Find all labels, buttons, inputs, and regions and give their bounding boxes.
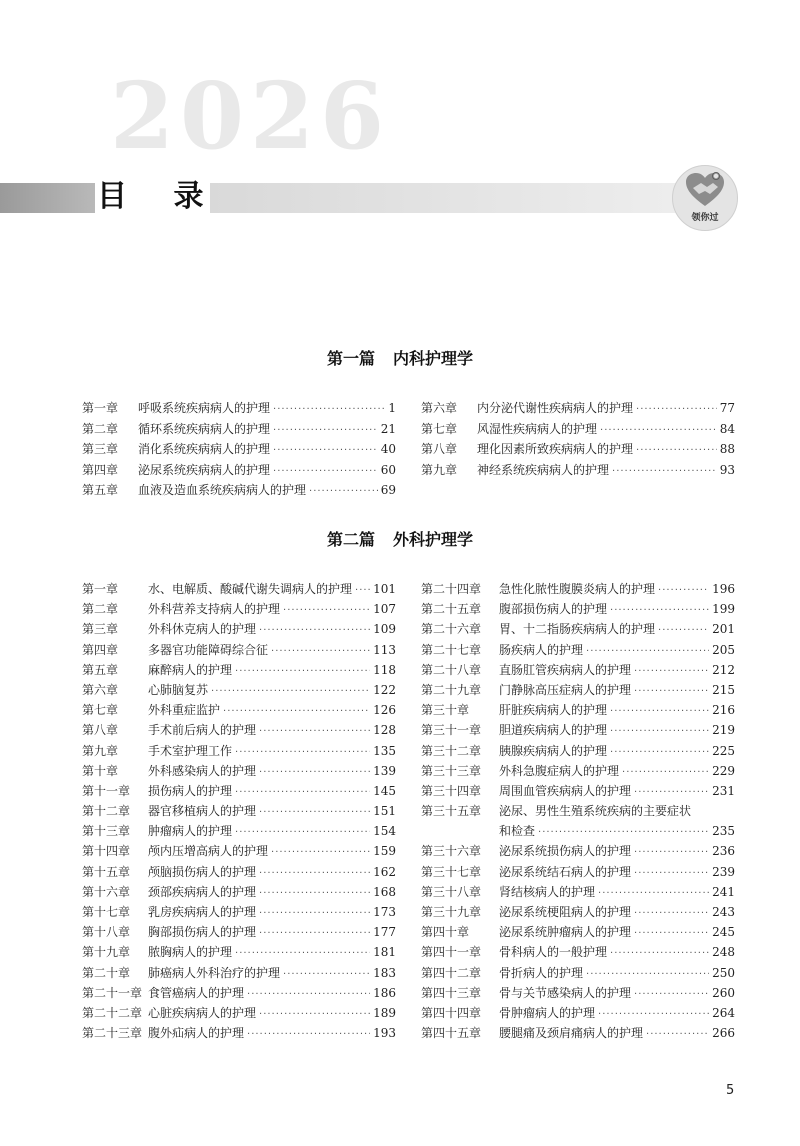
toc-entry[interactable] <box>421 419 735 440</box>
dot-leader <box>259 924 370 944</box>
toc-entry[interactable] <box>421 862 735 882</box>
dot-leader <box>612 462 717 483</box>
page-ref: 186 <box>373 985 396 1000</box>
chapter-title: 水、电解质、酸碱代谢失调病人的护理 <box>148 582 353 596</box>
toc-entry[interactable] <box>82 460 396 481</box>
page-ref: 193 <box>373 1026 396 1041</box>
dot-leader <box>259 621 370 641</box>
page-ref: 159 <box>373 844 396 859</box>
chapter-title: 内分泌代谢性疾病病人的护理 <box>477 401 634 415</box>
chapter-title: 手术前后病人的护理 <box>148 723 257 738</box>
toc-entry[interactable] <box>421 942 735 962</box>
chapter-title: 泌尿系统疾病病人的护理 <box>138 462 271 477</box>
toc-entry[interactable] <box>82 619 396 639</box>
dot-leader <box>586 965 709 985</box>
page-ref: 84 <box>719 421 735 436</box>
page-ref: 250 <box>712 965 735 980</box>
dot-leader <box>273 400 385 421</box>
toc-entry[interactable] <box>421 821 735 841</box>
toc-entry[interactable] <box>82 1003 396 1023</box>
chapter-number: 第八章 <box>82 723 119 738</box>
dot-leader <box>610 743 709 763</box>
chapter-number: 第六章 <box>421 401 458 415</box>
chapter-title: 循环系统疾病病人的护理 <box>138 421 271 436</box>
chapter-number: 第二十一章 <box>82 985 143 1000</box>
page-ref: 264 <box>712 1005 735 1020</box>
chapter-title: 损伤病人的护理 <box>148 783 233 798</box>
chapter-number: 第四十一章 <box>421 945 482 960</box>
chapter-title: 周围血管疾病病人的护理 <box>499 783 632 798</box>
toc-entry[interactable] <box>421 882 735 902</box>
dot-leader <box>235 743 370 763</box>
chapter-number: 第四十三章 <box>421 985 482 1000</box>
dot-leader <box>600 421 717 442</box>
chapter-number: 第三十四章 <box>421 783 482 798</box>
page-ref: 128 <box>373 723 396 738</box>
chapter-title: 腰腿痛及颈肩痛病人的护理 <box>499 1026 644 1041</box>
page-ref: 101 <box>373 582 396 596</box>
chapter-number: 第三十五章 <box>421 804 482 819</box>
toc-entry[interactable] <box>82 640 396 660</box>
toc-entry[interactable] <box>82 841 396 861</box>
chapter-number: 第九章 <box>421 462 458 477</box>
chapter-title: 食管癌病人的护理 <box>148 985 245 1000</box>
dot-leader <box>259 1005 370 1025</box>
toc-entry[interactable] <box>421 599 735 619</box>
toc-entry[interactable] <box>421 983 735 1003</box>
toc-entry[interactable] <box>82 761 396 781</box>
chapter-title: 胰腺疾病病人的护理 <box>499 743 608 758</box>
chapter-number: 第四章 <box>82 642 119 657</box>
chapter-number: 第二章 <box>82 421 119 436</box>
page-ref: 145 <box>373 783 396 798</box>
part-1-left-column <box>82 398 396 501</box>
handshake-heart-icon <box>683 170 727 210</box>
page-ref: 215 <box>712 682 735 697</box>
page-ref: 177 <box>373 925 396 940</box>
toc-entry[interactable] <box>421 640 735 660</box>
page-ref: 1 <box>388 401 396 415</box>
chapter-number: 第八章 <box>421 442 458 456</box>
chapter-title: 泌尿、男性生殖系统疾病的主要症状 <box>499 804 692 819</box>
chapter-number: 第三十七章 <box>421 864 482 879</box>
toc-entry[interactable] <box>421 801 735 821</box>
chapter-number: 第七章 <box>421 421 458 436</box>
page-ref: 21 <box>380 421 396 436</box>
dot-leader <box>235 662 370 682</box>
chapter-title: 乳房疾病病人的护理 <box>148 905 257 919</box>
chapter-title: 肠疾病人的护理 <box>499 642 584 657</box>
toc-entry[interactable] <box>82 963 396 983</box>
page-ref: 77 <box>719 401 735 415</box>
dot-leader <box>211 682 370 702</box>
chapter-number: 第五章 <box>82 483 119 497</box>
dot-leader <box>247 1025 370 1045</box>
chapter-title: 呼吸系统疾病病人的护理 <box>138 401 271 415</box>
chapter-number: 第十九章 <box>82 945 131 960</box>
page-ref: 248 <box>712 945 735 960</box>
page-ref: 113 <box>373 642 396 657</box>
toc-entry[interactable] <box>421 841 735 861</box>
page-ref: 40 <box>380 442 396 456</box>
chapter-title: 脓胸病人的护理 <box>148 945 233 960</box>
chapter-title: 器官移植病人的护理 <box>148 804 257 819</box>
logo-text: 领你过 <box>691 213 719 223</box>
page-ref: 231 <box>712 783 735 798</box>
toc-entry[interactable] <box>421 619 735 639</box>
dot-leader <box>622 763 709 783</box>
toc-entry[interactable] <box>421 460 735 481</box>
toc-entry[interactable] <box>82 942 396 962</box>
page-ref: 60 <box>380 462 396 477</box>
part-1-title <box>0 346 800 369</box>
chapter-number: 第二十二章 <box>82 1005 143 1020</box>
chapter-number: 第十一章 <box>82 783 131 798</box>
toc-entry[interactable] <box>421 680 735 700</box>
dot-leader <box>634 662 709 682</box>
chapter-number: 第五章 <box>82 662 119 677</box>
chapter-number: 第十四章 <box>82 844 131 859</box>
chapter-title: 肝脏疾病病人的护理 <box>499 703 608 718</box>
chapter-title: 骨科病人的一般护理 <box>499 945 608 960</box>
dot-leader <box>634 783 709 803</box>
toc-entry[interactable] <box>82 862 396 882</box>
dot-leader <box>273 462 378 483</box>
chapter-title: 和检查 <box>499 824 536 839</box>
dot-leader <box>271 843 370 863</box>
title-band-left <box>0 183 95 213</box>
chapter-title: 麻醉病人的护理 <box>148 662 233 677</box>
toc-entry[interactable] <box>82 579 396 599</box>
chapter-number: 第二十五章 <box>421 602 482 617</box>
toc-entry[interactable] <box>82 741 396 761</box>
chapter-title: 心肺脑复苏 <box>148 682 209 697</box>
dot-leader <box>634 682 709 702</box>
chapter-title: 风湿性疾病病人的护理 <box>477 421 598 436</box>
dot-leader <box>235 783 370 803</box>
page-ref: 236 <box>712 844 735 859</box>
chapter-title: 腹部损伤病人的护理 <box>499 602 608 617</box>
chapter-number: 第二十四章 <box>421 582 482 596</box>
chapter-title: 消化系统疾病病人的护理 <box>138 442 271 456</box>
page-number: 5 <box>726 1083 735 1098</box>
chapter-title: 外科休克病人的护理 <box>148 622 257 637</box>
chapter-number: 第三十九章 <box>421 905 482 919</box>
chapter-number: 第四十章 <box>421 925 470 940</box>
chapter-number: 第十三章 <box>82 824 131 839</box>
chapter-title: 直肠肛管疾病病人的护理 <box>499 662 632 677</box>
chapter-number: 第七章 <box>82 703 119 718</box>
page-ref: 245 <box>712 925 735 940</box>
toc-entry[interactable] <box>421 741 735 761</box>
chapter-title: 肿瘤病人的护理 <box>148 824 233 839</box>
part-1-number: 第一篇 <box>326 349 375 368</box>
page-ref: 69 <box>380 483 396 497</box>
chapter-title: 胸部损伤病人的护理 <box>148 925 257 940</box>
dot-leader <box>235 944 370 964</box>
chapter-number: 第六章 <box>82 682 119 697</box>
chapter-number: 第二十章 <box>82 965 131 980</box>
page-ref: 162 <box>373 864 396 879</box>
chapter-title: 外科急腹症病人的护理 <box>499 763 620 778</box>
dot-leader <box>646 1025 709 1045</box>
part-1-name: 内科护理学 <box>393 349 474 368</box>
chapter-title: 神经系统疾病病人的护理 <box>477 462 610 477</box>
toc-entry[interactable] <box>82 1023 396 1043</box>
part-2-number: 第二篇 <box>326 530 375 549</box>
dot-leader <box>355 581 370 601</box>
page-ref: 201 <box>712 622 735 637</box>
chapter-title: 肾结核病人的护理 <box>499 884 596 899</box>
page-ref: 260 <box>712 985 735 1000</box>
dot-leader <box>259 904 370 924</box>
toc-entry[interactable] <box>421 761 735 781</box>
page-ref: 107 <box>373 602 396 617</box>
dot-leader <box>634 904 709 924</box>
page-ref: 122 <box>373 682 396 697</box>
dot-leader <box>610 601 709 621</box>
dot-leader <box>610 722 709 742</box>
chapter-number: 第三十二章 <box>421 743 482 758</box>
toc-entry[interactable] <box>82 801 396 821</box>
chapter-number: 第二十七章 <box>421 642 482 657</box>
toc-entry[interactable] <box>421 660 735 680</box>
dot-leader <box>235 823 370 843</box>
toc-entry[interactable] <box>421 902 735 922</box>
page-ref: 219 <box>712 723 735 738</box>
page-ref: 109 <box>373 622 396 637</box>
chapter-number: 第十八章 <box>82 925 131 940</box>
page-ref: 235 <box>712 824 735 839</box>
page-ref: 88 <box>719 442 735 456</box>
page-ref: 266 <box>712 1026 735 1041</box>
toc-entry[interactable] <box>82 922 396 942</box>
dot-leader <box>259 722 370 742</box>
chapter-number: 第十五章 <box>82 864 131 879</box>
toc-entry[interactable] <box>421 963 735 983</box>
toc-entry[interactable] <box>82 781 396 801</box>
chapter-number: 第四十四章 <box>421 1005 482 1020</box>
chapter-title: 心脏疾病病人的护理 <box>148 1005 257 1020</box>
chapter-title: 理化因素所致疾病病人的护理 <box>477 442 634 456</box>
toc-entry[interactable] <box>82 720 396 740</box>
dot-leader <box>634 985 709 1005</box>
page-ref: 196 <box>712 582 735 596</box>
page-ref: 126 <box>373 703 396 718</box>
toc-entry[interactable] <box>82 419 396 440</box>
chapter-title: 骨肿瘤病人的护理 <box>499 1005 596 1020</box>
toc-entry[interactable] <box>421 700 735 720</box>
toc-entry[interactable] <box>82 660 396 680</box>
page-ref: 154 <box>373 824 396 839</box>
chapter-number: 第三章 <box>82 442 119 456</box>
chapter-number: 第二十八章 <box>421 662 482 677</box>
chapter-number: 第二十三章 <box>82 1026 143 1041</box>
page-ref: 139 <box>373 763 396 778</box>
chapter-number: 第二十九章 <box>421 682 482 697</box>
dot-leader <box>636 441 717 462</box>
chapter-title: 胃、十二指肠疾病病人的护理 <box>499 622 656 637</box>
toc-entry[interactable] <box>82 902 396 922</box>
toc-entry[interactable] <box>82 599 396 619</box>
chapter-title: 胆道疾病病人的护理 <box>499 723 608 738</box>
part-2-left-column <box>82 579 396 1043</box>
dot-leader <box>610 944 709 964</box>
chapter-title: 泌尿系统结石病人的护理 <box>499 864 632 879</box>
chapter-title: 肺癌病人外科治疗的护理 <box>148 965 281 980</box>
dot-leader <box>283 601 370 621</box>
dot-leader <box>271 642 370 662</box>
page-ref: 205 <box>712 642 735 657</box>
page-ref: 212 <box>712 662 735 677</box>
chapter-title: 血液及造血系统疾病病人的护理 <box>138 483 307 497</box>
page-ref: 173 <box>373 905 396 919</box>
chapter-title: 门静脉高压症病人的护理 <box>499 682 632 697</box>
dot-leader <box>273 421 378 442</box>
dot-leader <box>610 702 709 722</box>
chapter-number: 第九章 <box>82 743 119 758</box>
dot-leader <box>247 985 370 1005</box>
chapter-title: 急性化脓性腹膜炎病人的护理 <box>499 582 656 596</box>
chapter-number: 第十章 <box>82 763 119 778</box>
chapter-number: 第二十六章 <box>421 622 482 637</box>
chapter-number: 第一章 <box>82 401 119 415</box>
toc-entry[interactable] <box>82 821 396 841</box>
dot-leader <box>598 1005 709 1025</box>
chapter-number: 第一章 <box>82 582 119 596</box>
page-ref: 189 <box>373 1005 396 1020</box>
chapter-number: 第三十章 <box>421 703 470 718</box>
dot-leader <box>598 884 709 904</box>
chapter-number: 第十七章 <box>82 905 131 919</box>
dot-leader <box>273 441 378 462</box>
page-ref: 216 <box>712 703 735 718</box>
toc-entry[interactable] <box>82 480 396 501</box>
chapter-title: 颈部疾病病人的护理 <box>148 884 257 899</box>
toc-entry[interactable] <box>82 983 396 1003</box>
dot-leader <box>223 702 370 722</box>
chapter-title: 骨折病人的护理 <box>499 965 584 980</box>
toc-entry[interactable] <box>421 922 735 942</box>
chapter-title: 外科重症监护 <box>148 703 221 718</box>
chapter-title: 外科营养支持病人的护理 <box>148 602 281 617</box>
chapter-title: 颅脑损伤病人的护理 <box>148 864 257 879</box>
page-ref: 239 <box>712 864 735 879</box>
toc-entry[interactable] <box>421 781 735 801</box>
dot-leader <box>309 482 378 503</box>
dot-leader <box>634 843 709 863</box>
chapter-title: 手术室护理工作 <box>148 743 233 758</box>
chapter-number: 第三章 <box>82 622 119 637</box>
dot-leader <box>259 884 370 904</box>
year-watermark: 2026 <box>110 62 391 170</box>
chapter-title: 多器官功能障碍综合征 <box>148 642 269 657</box>
page-ref: 181 <box>373 945 396 960</box>
page-ref: 183 <box>373 965 396 980</box>
page-ref: 241 <box>712 884 735 899</box>
dot-leader <box>658 581 709 601</box>
toc-entry[interactable] <box>82 882 396 902</box>
chapter-title: 骨与关节感染病人的护理 <box>499 985 632 1000</box>
dot-leader <box>259 803 370 823</box>
chapter-title: 外科感染病人的护理 <box>148 763 257 778</box>
dot-leader <box>283 965 370 985</box>
brand-logo <box>672 165 738 231</box>
chapter-title: 泌尿系统肿瘤病人的护理 <box>499 925 632 940</box>
dot-leader <box>538 823 709 843</box>
toc-entry[interactable] <box>421 439 735 460</box>
chapter-title: 泌尿系统损伤病人的护理 <box>499 844 632 859</box>
toc-entry[interactable] <box>421 720 735 740</box>
page-ref: 118 <box>373 662 396 677</box>
page-title: 目 录 <box>97 179 222 214</box>
page-ref: 229 <box>712 763 735 778</box>
dot-leader <box>259 763 370 783</box>
toc-entry[interactable] <box>82 398 396 419</box>
toc-entry[interactable] <box>82 439 396 460</box>
chapter-number: 第三十三章 <box>421 763 482 778</box>
part-2-name: 外科护理学 <box>393 530 474 549</box>
chapter-title: 颅内压增高病人的护理 <box>148 844 269 859</box>
toc-entry[interactable] <box>421 579 735 599</box>
part-2-title <box>0 527 800 550</box>
toc-entry[interactable] <box>82 680 396 700</box>
dot-leader <box>259 864 370 884</box>
chapter-number: 第三十一章 <box>421 723 482 738</box>
part-1-right-column <box>421 398 735 480</box>
page-ref: 168 <box>373 884 396 899</box>
page-ref: 225 <box>712 743 735 758</box>
chapter-number: 第四章 <box>82 462 119 477</box>
page-ref: 199 <box>712 602 735 617</box>
dot-leader <box>634 924 709 944</box>
toc-entry[interactable] <box>82 700 396 720</box>
chapter-title: 泌尿系统梗阻病人的护理 <box>499 905 632 919</box>
chapter-number: 第三十八章 <box>421 884 482 899</box>
chapter-number: 第四十五章 <box>421 1026 482 1041</box>
page-ref: 135 <box>373 743 396 758</box>
dot-leader <box>658 621 709 641</box>
toc-entry[interactable] <box>421 398 735 419</box>
page-ref: 93 <box>719 462 735 477</box>
chapter-number: 第三十六章 <box>421 844 482 859</box>
chapter-number: 第十二章 <box>82 804 131 819</box>
chapter-number: 第二章 <box>82 602 119 617</box>
chapter-title: 腹外疝病人的护理 <box>148 1026 245 1041</box>
dot-leader <box>586 642 709 662</box>
chapter-number: 第十六章 <box>82 884 131 899</box>
page-ref: 243 <box>712 905 735 919</box>
part-2-right-column <box>421 579 735 1043</box>
toc-entry[interactable] <box>421 1003 735 1023</box>
toc-entry[interactable] <box>421 1023 735 1043</box>
title-band-right <box>210 183 715 213</box>
dot-leader <box>636 400 717 421</box>
page-ref: 151 <box>373 804 396 819</box>
dot-leader <box>634 864 709 884</box>
chapter-number: 第四十二章 <box>421 965 482 980</box>
